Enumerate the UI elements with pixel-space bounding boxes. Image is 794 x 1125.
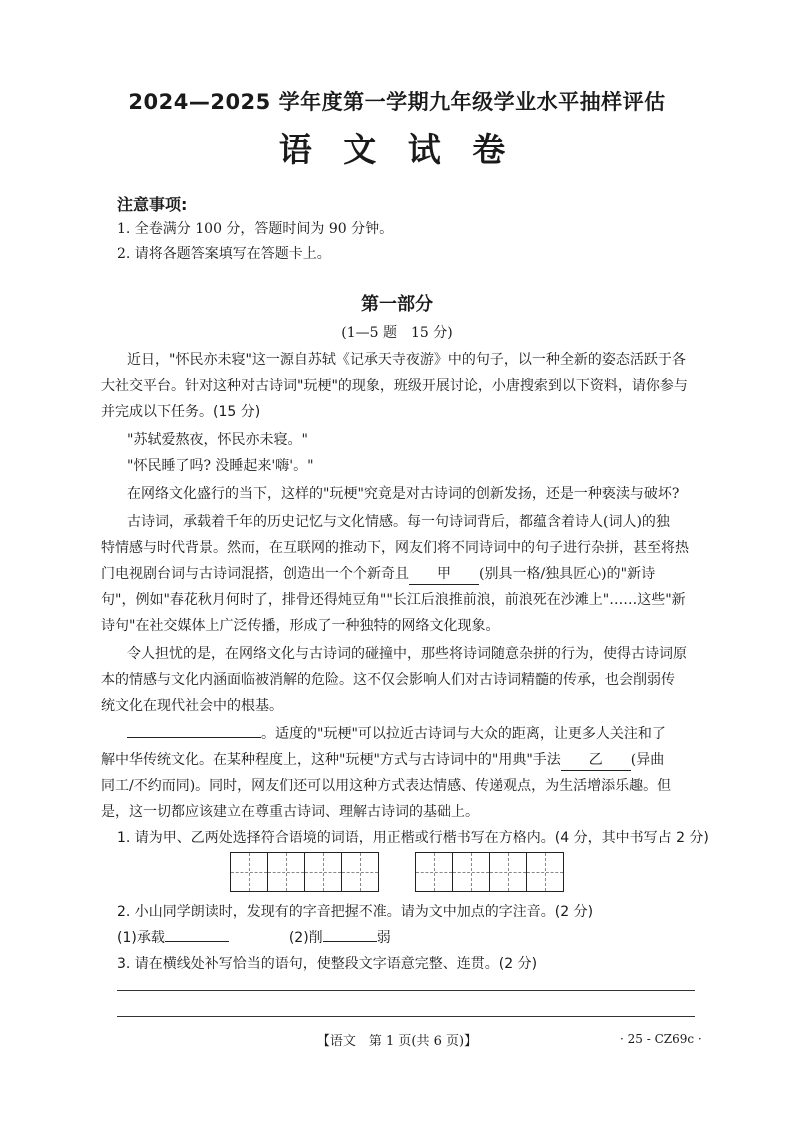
passage-line: 诗句"在社交媒体上广泛传播，形成了一种独特的网络文化现象。 xyxy=(101,618,500,634)
q2-item-1: (1)承载 xyxy=(117,930,165,946)
page-footer: 【语文 第 1 页(共 6 页)】 xyxy=(316,1034,478,1049)
q2-blank-2[interactable] xyxy=(323,941,377,942)
blank-yi: 乙 xyxy=(561,750,631,771)
quote-line: "苏轼爱熬夜，怀民亦未寝。" xyxy=(127,432,308,448)
notice-item: 1. 全卷满分 100 分，答题时间为 90 分钟。 xyxy=(117,221,394,237)
passage-text: (别具一格/独具匠心)的"新诗 xyxy=(479,566,656,582)
answer-line[interactable] xyxy=(117,1016,695,1017)
quote-line: "怀民睡了吗? 没睡起来'嗨'。" xyxy=(127,458,314,474)
intro-line: 近日，"怀民亦未寝"这一源自苏轼《记承天寺夜游》中的句子，以一种全新的姿态活跃于各 xyxy=(127,352,686,368)
passage-line: 是，这一切都应该建立在尊重古诗词、理解古诗词的基础上。 xyxy=(101,804,479,820)
passage-line xyxy=(101,564,655,585)
blank-jia: 甲 xyxy=(409,564,479,585)
passage-line: 在网络文化盛行的当下，这样的"玩梗"究竟是对古诗词的创新发扬，还是一种亵渎与破坏? xyxy=(127,486,680,502)
passage-line: 令人担忧的是，在网络文化与古诗词的碰撞中，那些将诗词随意杂拼的行为，使得古诗词原 xyxy=(127,646,687,662)
passage-line: 古诗词，承载着千年的历史记忆与文化情感。每一句诗词背后，都蕴含着诗人(词人)的独 xyxy=(127,514,670,530)
question-1: 1. 请为甲、乙两处选择符合语境的词语，用正楷或行楷书写在方格内。(4 分，其中书写占 2 分) xyxy=(117,830,709,846)
question-3: 3. 请在横线处补写恰当的语句，使整段文字语意完整、连贯。(2 分) xyxy=(117,956,538,972)
passage-line xyxy=(127,724,666,744)
question-2-items xyxy=(117,928,391,948)
exam-code: · 25 - CZ69c · xyxy=(620,1032,702,1046)
passage-text: 。适度的"玩梗"可以拉近古诗词与大众的距离，让更多人关注和了 xyxy=(261,726,666,742)
fill-blank-line xyxy=(127,737,261,738)
exam-title: 2024—2025 学年度第一学期九年级学业水平抽样评估 xyxy=(128,90,666,114)
intro-line: 大社交平台。针对这种对古诗词"玩梗"的现象，班级开展讨论，小唐搜索到以下资料，请你参与 xyxy=(101,378,688,394)
passage-line: 特情感与时代背景。然而，在互联网的推动下，网友们将不同诗词中的句子进行杂拼，甚至将热 xyxy=(101,540,689,556)
passage-line: 本的情感与文化内涵面临被消解的危险。这不仅会影响人们对古诗词精髓的传承，也会削弱传 xyxy=(101,672,675,688)
passage-line: 同工/不约而同)。同时，网友们还可以用这种方式表达情感、传递观点，为生活增添乐趣。但 xyxy=(101,778,672,794)
passage-text: (异曲 xyxy=(630,752,665,768)
part-title: 第一部分 xyxy=(361,294,433,315)
q2-item-2: (2)削 xyxy=(288,930,323,946)
q2-blank-1[interactable] xyxy=(165,941,229,942)
subject-title: 语 文 试 卷 xyxy=(278,130,516,169)
q2-item-2-suffix: 弱 xyxy=(376,930,391,946)
question-2: 2. 小山同学朗读时，发现有的字音把握不准。请为文中加点的字注音。(2 分) xyxy=(117,904,594,920)
notice-item: 2. 请将各题答案填写在答题卡上。 xyxy=(117,246,331,262)
passage-line xyxy=(101,750,664,771)
notice-heading: 注意事项: xyxy=(117,195,188,214)
answer-grid-jia[interactable] xyxy=(230,852,379,892)
passage-text: 门电视剧台词与古诗词混搭，创造出一个个新奇且 xyxy=(101,566,409,582)
part-subtitle: (1—5 题 15 分) xyxy=(341,325,453,341)
answer-line[interactable] xyxy=(117,990,695,991)
passage-line: 句"，例如"春花秋月何时了，排骨还得炖豆角""长江后浪推前浪，前浪死在沙滩上"……这些"新 xyxy=(101,592,686,608)
answer-grid-yi[interactable] xyxy=(415,852,564,892)
passage-text: 解中华传统文化。在某种程度上，这种"玩梗"方式与古诗词中的"用典"手法 xyxy=(101,752,561,768)
passage-line: 统文化在现代社会中的根基。 xyxy=(101,698,283,714)
intro-line: 并完成以下任务。(15 分) xyxy=(101,404,261,420)
